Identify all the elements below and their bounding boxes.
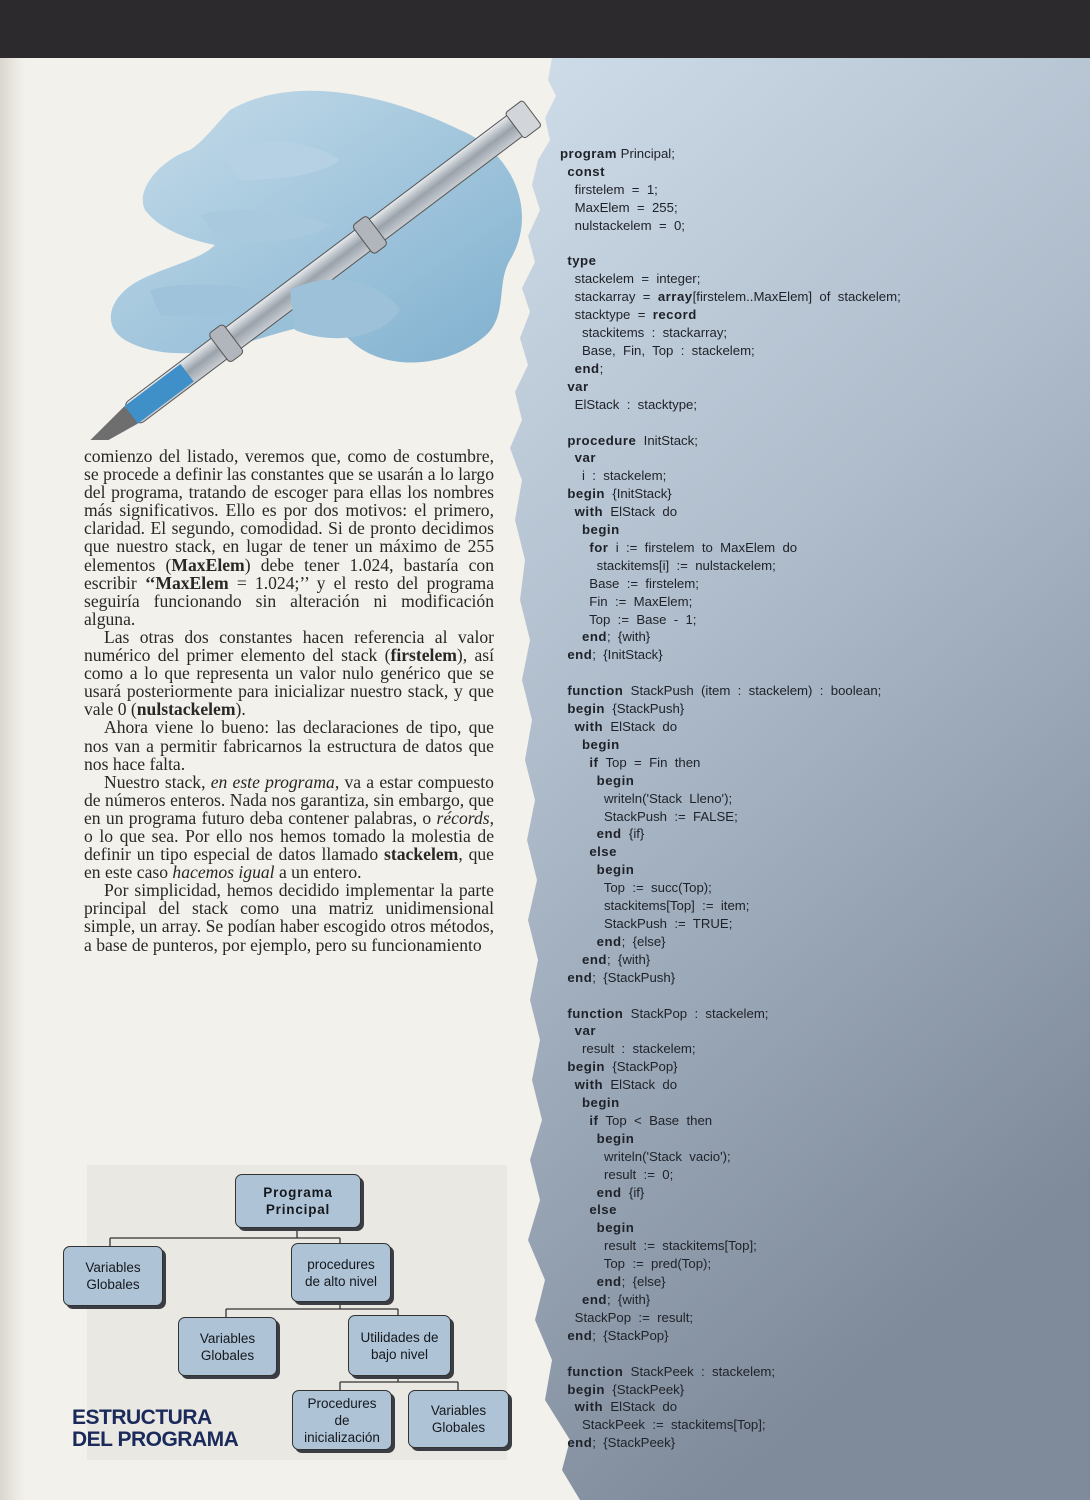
code-line: begin {StackPop} <box>567 1059 678 1075</box>
article-paragraph: Las otras dos constantes hacen referencia al valor numérico del primer elemento del stack (firstelem), así como a lo que representa un valor nulo genérico que se usará posteriormente para inicializar nuestro stack, y que vale 0 (nulstackelem). <box>84 626 494 720</box>
code-line: stackitems[i] := nulstackelem; <box>560 557 776 573</box>
code-line: end; {StackPeek} <box>567 1435 676 1451</box>
code-line: firstelem = 1; <box>560 181 658 197</box>
code-line: begin {StackPush} <box>567 701 685 717</box>
code-line: stackitems : stackarray; <box>560 325 728 341</box>
code-line: with ElStack do <box>574 504 678 520</box>
code-line: begin <box>596 772 635 788</box>
code-line: end; {else} <box>596 933 666 949</box>
box-variables-globales-2: Variables Globales <box>178 1317 277 1376</box>
code-line: Top := pred(Top); <box>560 1256 712 1272</box>
code-line: stackelem = integer; <box>560 271 701 287</box>
code-line: end {if} <box>596 826 645 842</box>
code-line: end; {with} <box>581 951 651 967</box>
code-line: with ElStack do <box>574 1077 678 1093</box>
code-line: end; {InitStack} <box>567 647 663 663</box>
code-line: i : stackelem; <box>560 468 667 484</box>
code-line: stacktype = record <box>560 307 697 323</box>
code-line: MaxElem = 255; <box>560 199 678 215</box>
code-line: Fin := MaxElem; <box>560 593 693 609</box>
hand-with-pen-illustration <box>40 40 600 440</box>
code-line: writeln('Stack vacio'); <box>560 1148 731 1164</box>
code-line: begin <box>581 522 620 538</box>
code-line <box>560 235 901 253</box>
code-line: ElStack : stacktype; <box>560 396 698 412</box>
code-line: end {if} <box>596 1184 645 1200</box>
code-line: type <box>567 253 597 269</box>
code-line: begin <box>581 736 620 752</box>
code-line: Base := firstelem; <box>560 575 699 591</box>
code-line: begin <box>596 1130 635 1146</box>
code-line <box>560 987 901 1005</box>
box-programa-principal: Programa Principal <box>235 1174 361 1228</box>
pascal-code-listing <box>560 145 901 1452</box>
code-line: with ElStack do <box>574 1399 678 1415</box>
code-line: begin <box>581 1095 620 1111</box>
article-paragraph: comienzo del listado, veremos que, como de costumbre, se procede a definir las constantes que se usarán a lo largo del programa, tratando de escoger para ellas los nombres más significativos. Ello es por dos motivos: el primero, claridad. El segundo, comodidad. Si de pronto decidimos que nuestro stack, en lugar de tener un máximo de 255 elementos (MaxElem) debe tener 1.024, bastaría con escribir ‘‘MaxElem = 1.024;’’ y el resto del programa seguiría funcionando sin alteración ni modificación alguna. <box>84 446 494 629</box>
code-line: StackPop := result; <box>560 1309 694 1325</box>
code-line: end; {StackPop} <box>567 1327 669 1343</box>
box-procedures-inicializacion: Procedures de inicialización <box>292 1390 392 1450</box>
code-line: stackarray = array[firstelem..MaxElem] of stackelem; <box>560 289 901 305</box>
code-line: var <box>567 378 589 394</box>
code-line: const <box>567 163 605 179</box>
code-line: nulstackelem = 0; <box>560 217 685 233</box>
code-line <box>560 414 901 432</box>
article-paragraph: Nuestro stack, en este programa, va a estar compuesto de números enteros. Nada nos garantiza, sin embargo, que en un programa futuro deba contener palabras, o récords, o lo que sea. Por ello nos hemos tomado la molestia de definir un tipo especial de datos llamado stackelem, que en este caso hacemos igual a un entero. <box>84 771 494 883</box>
code-line: var <box>574 450 596 466</box>
code-line: StackPush := TRUE; <box>560 915 733 931</box>
article-paragraph: Por simplicidad, hemos decidido implementar la parte principal del stack como una matriz unidimensional simple, un array. Se podían haber escogido otros métodos, a base de punteros, por ejemplo, pero su funcionamiento <box>84 880 494 955</box>
box-procedures-alto-nivel: procedures de alto nivel <box>291 1243 391 1302</box>
article-paragraph: Ahora viene lo bueno: las declaraciones de tipo, que nos van a permitir fabricarnos la estructura de datos que nos hace falta. <box>84 717 494 774</box>
code-line: end; {else} <box>596 1274 666 1290</box>
code-line: StackPeek := stackitems[Top]; <box>560 1417 766 1433</box>
code-line: if Top = Fin then <box>589 754 701 770</box>
box-variables-globales-3: Variables Globales <box>408 1390 509 1448</box>
code-line: Base, Fin, Top : stackelem; <box>560 342 755 358</box>
code-line: end; {with} <box>581 629 651 645</box>
code-line: begin <box>596 862 635 878</box>
code-line: begin {StackPeek} <box>567 1381 685 1397</box>
code-line: end; <box>574 360 604 376</box>
code-line: else <box>589 1202 617 1218</box>
code-line: function StackPush (item : stackelem) : boolean; <box>567 683 882 699</box>
code-line: Top := succ(Top); <box>560 880 712 896</box>
code-line: begin {InitStack} <box>567 486 672 502</box>
code-line: function StackPeek : stackelem; <box>567 1363 776 1379</box>
code-line: if Top < Base then <box>589 1112 713 1128</box>
code-line: else <box>589 844 617 860</box>
code-line: function StackPop : stackelem; <box>567 1005 769 1021</box>
code-line <box>560 664 901 682</box>
code-line: writeln('Stack Lleno'); <box>560 790 733 806</box>
diagram-title: ESTRUCTURA DEL PROGRAMA <box>72 1406 239 1451</box>
code-line: end; {StackPush} <box>567 969 676 985</box>
code-line <box>560 1345 901 1363</box>
code-line: StackPush := FALSE; <box>560 808 738 824</box>
code-line: Top := Base - 1; <box>560 611 697 627</box>
code-line: begin <box>596 1220 635 1236</box>
code-line: result := stackitems[Top]; <box>560 1238 757 1254</box>
code-line: with ElStack do <box>574 719 678 734</box>
code-line: end; {with} <box>581 1292 651 1307</box>
box-utilidades-bajo-nivel: Utilidades de bajo nivel <box>348 1315 451 1376</box>
code-line: procedure InitStack; <box>567 432 698 448</box>
box-variables-globales-1: Variables Globales <box>63 1246 163 1306</box>
code-line: var <box>574 1023 596 1039</box>
code-line: program Principal; <box>560 146 675 161</box>
code-line: stackitems[Top] := item; <box>560 898 750 914</box>
code-line: for i := firstelem to MaxElem do <box>589 539 798 555</box>
code-line: result : stackelem; <box>560 1041 696 1057</box>
article-body-text <box>84 447 494 954</box>
code-line: result := 0; <box>560 1166 674 1182</box>
